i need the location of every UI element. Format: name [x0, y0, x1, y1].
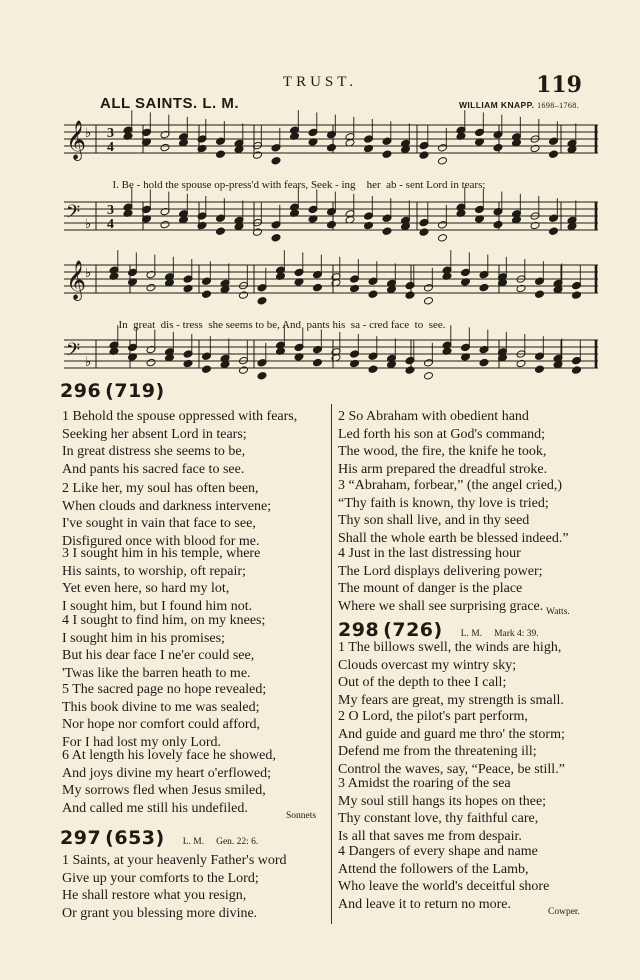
note-head [493, 143, 503, 152]
note-head [382, 150, 392, 159]
note-head [405, 291, 415, 300]
hymn-scripture: Gen. 22: 6. [216, 837, 259, 847]
note-head [424, 372, 434, 380]
note-head [313, 283, 323, 292]
hymn-296-heading [60, 380, 165, 402]
key-flat-icon: ♭ [85, 217, 92, 232]
time-signature-digit: 3 [107, 126, 114, 141]
note-head [530, 144, 540, 153]
note-head [364, 144, 374, 153]
hymn-number: 297 [60, 827, 102, 849]
hymn-297-verse-4: 4 Just in the last distressing hour The Lord displays delivering power; The mount of danger is the place Where we shall see surprising grace. [338, 546, 544, 614]
key-flat-icon: ♭ [85, 126, 92, 141]
hymn-meter: L. M. [460, 629, 483, 639]
note-head [327, 143, 337, 152]
note-head [202, 365, 212, 374]
hymn-number: 298 [338, 619, 380, 641]
time-signature-digit: 3 [107, 203, 114, 218]
time-signature-digit: 4 [107, 140, 114, 155]
note-head [216, 150, 226, 159]
note-head [350, 284, 360, 293]
note-head [419, 228, 429, 237]
hymn-296-verse-6: 6 At length his lovely face he showed, And joys divine my heart o'erflowed; My sorrows fled when Jesus smiled, And called me still his undefiled. [62, 748, 276, 816]
hymn-297-verse-3: 3 “Abraham, forbear,” (the angel cried,) “Thy faith is known, thy love is tried; Thy son shall live, and in thy seed Shall the whole earth be blessed indeed.” [338, 478, 569, 546]
hymn-alt-number: (653) [105, 827, 165, 849]
hymn-296-verse-2: 2 Like her, my soul has often been, When clouds and darkness intervene; I've sought in vain that face to see, Disfigured once with blood for me. [62, 481, 272, 549]
note-head [239, 366, 249, 375]
page-number: 119 [536, 72, 582, 98]
hymn-296-verse-1: 1 Behold the spouse oppressed with fears, Seeking her absent Lord in tears; In great distress she seems to be, And pants his sacred face to see. [62, 409, 298, 477]
note-head [257, 297, 267, 306]
note-head [239, 291, 249, 300]
note-head [572, 366, 582, 375]
tune-name: ALL SAINTS. L. M. [100, 95, 240, 112]
note-head [479, 358, 489, 367]
note-head [530, 221, 540, 230]
note-head [424, 297, 434, 306]
note-head [479, 283, 489, 292]
hymn-296-verse-5: 5 The sacred page no hope revealed; This book divine to me was sealed; Nor hope nor comfort could afford, For I had lost my only Lord. [62, 682, 267, 750]
note-head [549, 227, 559, 236]
note-head [572, 291, 582, 300]
note-head [160, 143, 170, 152]
hymn-alt-number: (719) [105, 380, 165, 402]
hymn-297-verse-1: 1 Saints, at your heavenly Father's word Give up your comforts to the Lord; He shall restore what you resign, Or grant you blessing more divine. [62, 853, 287, 921]
hymn-296-verse-3: 3 I sought him in his temple, where His saints, to worship, oft repair; Yet even here, so hard my lot, I sought him, but I found him not. [62, 546, 261, 614]
tune-lyrics-line-1: I. Be - hold the spouse op-press'd with fears, Seek - ing her ab - sent Lord in tears; [112, 179, 486, 191]
note-head [438, 234, 448, 243]
hymn-meter: L. M. [182, 837, 205, 847]
note-head [493, 220, 503, 229]
composer-name: WILLIAM KNAPP. [459, 100, 535, 110]
staff-systems [64, 110, 598, 380]
hymn-number: 296 [60, 380, 102, 402]
note-head [183, 284, 193, 293]
note-head [327, 220, 337, 229]
note-head [368, 365, 378, 374]
note-head [271, 157, 281, 166]
tune-lyrics-line-2: In great dis - tress she seems to be, And pants his sa - cred face to see. [118, 319, 446, 331]
note-head [183, 359, 193, 368]
note-head [419, 151, 429, 160]
note-head [438, 157, 448, 166]
treble-clef-icon: 𝄞 [66, 120, 87, 160]
note-head [516, 359, 526, 368]
note-head [350, 359, 360, 368]
hymn-298-verse-1: 1 The billows swell, the winds are high, Clouds overcast my wintry sky; Out of the depth to thee I call; My fears are great, my strength is small. [338, 640, 564, 708]
note-head [535, 365, 545, 374]
note-head [516, 284, 526, 293]
key-flat-icon: ♭ [85, 355, 92, 370]
hymn-298-heading [338, 619, 539, 641]
note-head [146, 358, 156, 367]
note-head [271, 234, 281, 243]
note-head [364, 221, 374, 230]
bass-clef-icon: 𝄢 [66, 340, 81, 365]
note-head [535, 290, 545, 299]
note-head [368, 290, 378, 299]
page-running-title: TRUST. [282, 74, 358, 90]
hymn-298-verse-2: 2 O Lord, the pilot's part perform, And guide and guard me thro' the storm; Defend me from the threatening ill; Control the waves, say, “Peace, be still.” [338, 709, 565, 777]
hymn-298-verse-3: 3 Amidst the roaring of the sea My soul still hangs its hopes on thee; Thy constant love, thy faithful care, Is all that saves me from despair. [338, 776, 547, 844]
hymn-297-verse-2: 2 So Abraham with obedient hand Led forth his son at God's command; The wood, the fire, the knife he took, His arm prepared the dreadful stroke. [338, 409, 548, 477]
treble-clef-icon: 𝄞 [66, 260, 87, 300]
hymn-alt-number: (726) [383, 619, 443, 641]
hymn-298-attribution: Cowper. [548, 907, 580, 917]
note-head [216, 227, 226, 236]
hymn-297-attribution: Watts. [546, 607, 570, 617]
note-head [405, 366, 415, 375]
bass-clef-icon: 𝄢 [66, 202, 81, 227]
hymn-296-verse-4: 4 I sought to find him, on my knees; I sought him in his promises; But his dear face I ne'er could see, 'Twas like the barren heath to me. [62, 613, 266, 681]
hymn-298-verse-4: 4 Dangers of every shape and name Attend the followers of the Lamb, Who leave the world's deceitful shore And leave it to return no more. [338, 844, 550, 912]
note-head [549, 150, 559, 159]
composer-dates: 1698–1768. [537, 101, 580, 110]
note-head [257, 372, 267, 380]
note-head [382, 227, 392, 236]
note-head [313, 358, 323, 367]
hymn-scripture: Mark 4: 39. [494, 629, 539, 639]
hymn-296-attribution: Sonnets [286, 811, 317, 821]
note-head [160, 220, 170, 229]
key-flat-icon: ♭ [85, 266, 92, 281]
column-divider [331, 404, 332, 924]
note-head [202, 290, 212, 299]
hymn-297-heading [60, 827, 258, 849]
time-signature-digit: 4 [107, 217, 114, 232]
note-head [146, 283, 156, 292]
